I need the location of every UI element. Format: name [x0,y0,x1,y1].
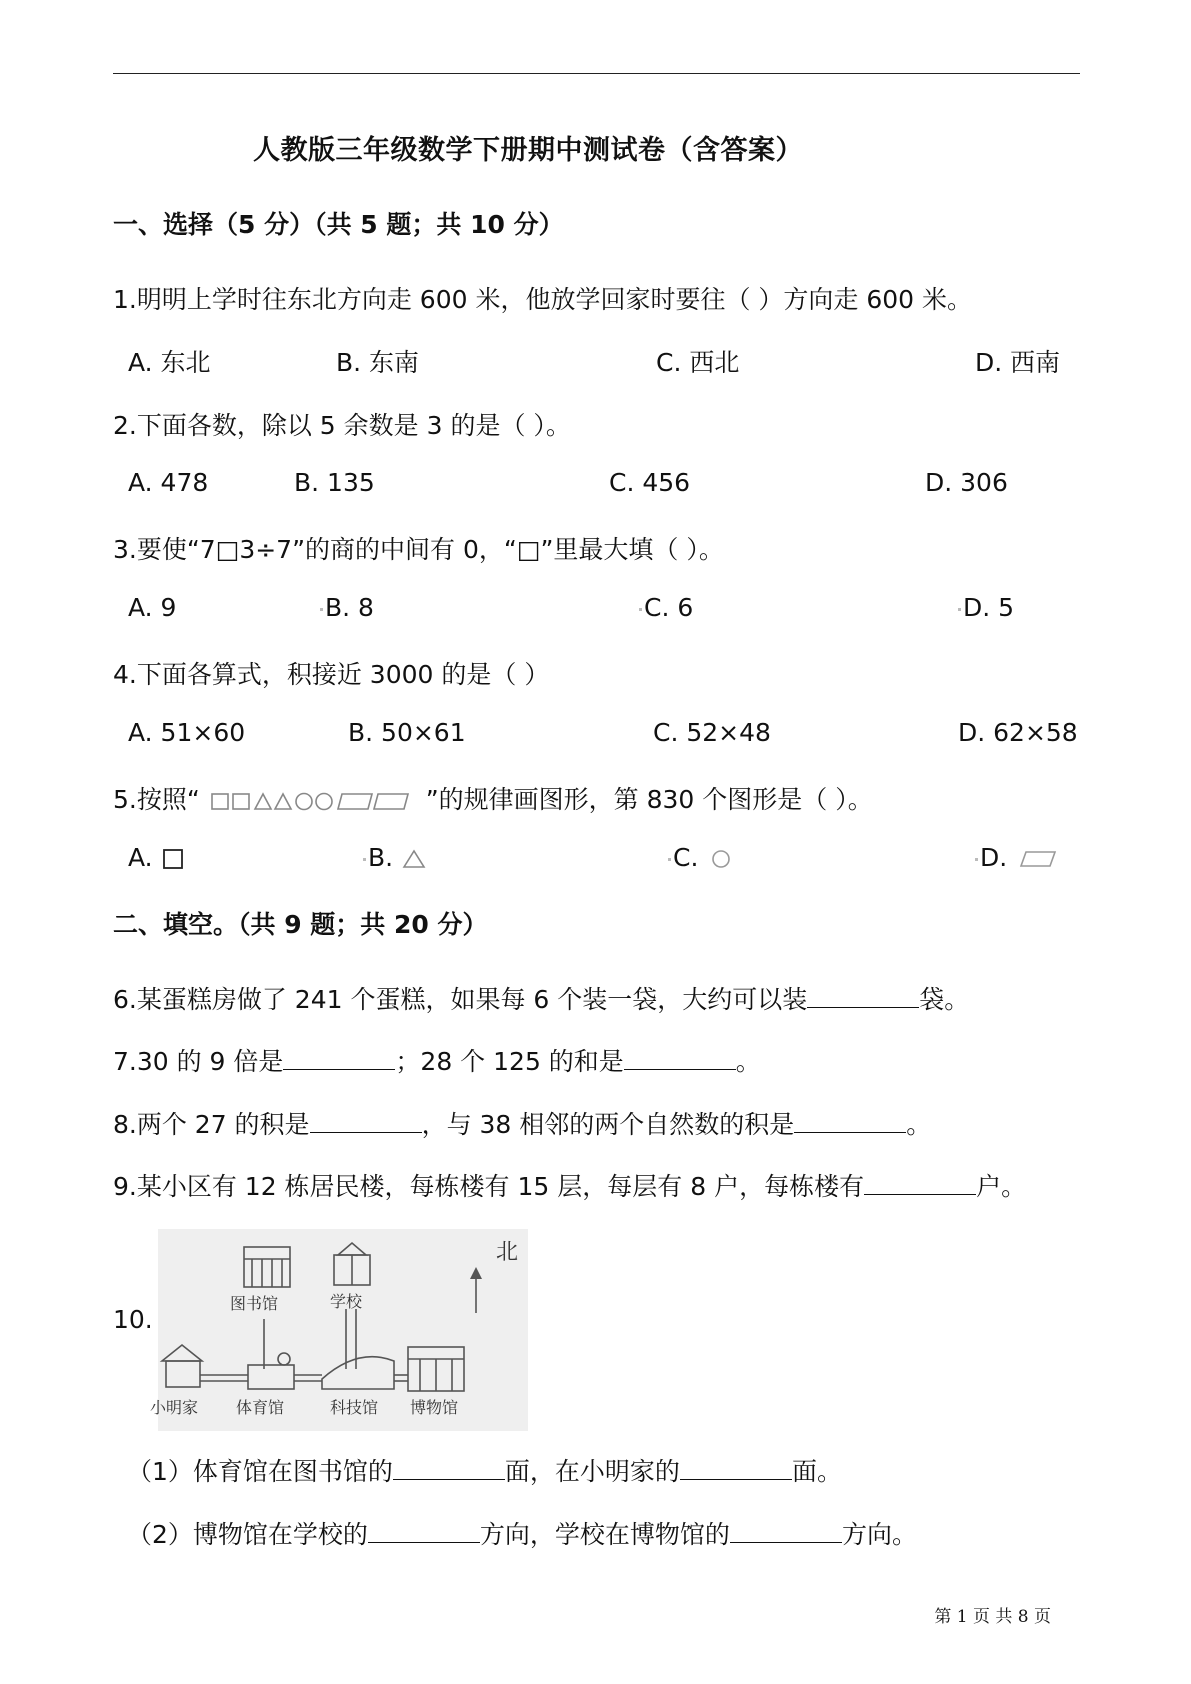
direction-map-image [150,1229,528,1431]
question-3-text: 3.要使“7□3÷7”的商的中间有 0，“□”里最大填（ ）。 [113,535,724,564]
answer-blank[interactable] [680,1459,792,1480]
map-gym-label: 体育馆 [236,1398,285,1417]
question-10-1-middle: 面，在小明家的 [504,1457,680,1486]
question-1-option-d[interactable]: D. 西南 [975,348,1061,377]
question-3-option-c-label: C. 6 [644,593,694,622]
question-5-suffix: ”的规律画图形，第 830 个图形是（ ）。 [425,785,873,814]
question-5-option-b-label: B. [368,843,394,872]
question-1-option-a[interactable]: A. 东北 [128,348,211,377]
question-10-part-2 [127,1515,917,1551]
square-icon [161,847,185,871]
triangle-icon [401,848,427,870]
question-5-option-d[interactable] [975,843,1059,872]
question-10-1-text: （1）体育馆在图书馆的 [127,1457,393,1486]
question-10-1-suffix: 面。 [791,1457,842,1486]
question-3-option-b-label: B. 8 [325,593,374,622]
scan-dot [975,858,978,861]
map-library-label: 图书馆 [230,1294,279,1313]
map-north-label: 北 [496,1240,519,1265]
question-4-option-c[interactable]: C. 52×48 [653,718,771,747]
section-1-heading: 一、选择（5 分）（共 5 题；共 10 分） [113,210,564,239]
question-5-option-a-label: A. [128,843,153,872]
answer-blank[interactable] [368,1522,480,1543]
question-6-text: 6.某蛋糕房做了 241 个蛋糕，如果每 6 个装一袋，大约可以装 [113,985,808,1014]
question-5-option-c[interactable] [668,843,736,872]
question-5-prefix: 5.按照“ [113,785,200,814]
question-4-option-d[interactable]: D. 62×58 [958,718,1078,747]
question-2-option-b[interactable]: B. 135 [294,468,375,497]
question-5-option-d-label: D. [980,843,1008,872]
scan-dot [363,858,366,861]
question-10-part-1 [127,1452,842,1488]
answer-blank[interactable] [283,1049,395,1070]
answer-blank[interactable] [393,1459,505,1480]
question-5-option-a[interactable] [128,843,185,872]
answer-blank[interactable] [864,1174,976,1195]
question-9 [113,1167,1026,1203]
map-home-label: 小明家 [150,1398,199,1417]
question-2-text: 2.下面各数，除以 5 余数是 3 的是（ ）。 [113,411,571,440]
answer-blank[interactable] [310,1112,422,1133]
question-6-suffix: 袋。 [919,985,970,1014]
question-8-text: 8.两个 27 的积是 [113,1110,310,1139]
answer-blank[interactable] [807,987,919,1008]
map-museum-label: 博物馆 [410,1398,459,1417]
header-rule [113,73,1080,74]
map-school-label: 学校 [330,1292,363,1311]
shape-sequence-icon [208,788,418,814]
question-4-text: 4.下面各算式，积接近 3000 的是（ ） [113,660,550,689]
page-number: 第 1 页 共 8 页 [934,1607,1051,1627]
question-8 [113,1105,931,1141]
question-5-text [113,780,873,816]
question-3-option-c[interactable] [639,593,693,622]
scan-dot [320,608,323,611]
scan-dot [639,608,642,611]
question-7-text: 7.30 的 9 倍是 [113,1047,284,1076]
question-8-suffix: 。 [906,1110,932,1139]
question-2-option-d[interactable]: D. 306 [925,468,1008,497]
question-3-option-b[interactable] [320,593,374,622]
question-3-option-a[interactable]: A. 9 [128,593,177,622]
question-1-text: 1.明明上学时往东北方向走 600 米，他放学回家时要往（ ）方向走 600 米。 [113,285,973,314]
question-9-suffix: 户。 [976,1172,1027,1201]
scan-dot [958,608,961,611]
question-6 [113,980,969,1016]
parallelogram-icon [1015,848,1059,870]
question-10-2-suffix: 方向。 [841,1520,917,1549]
question-7-middle: ；28 个 125 的和是 [395,1047,624,1076]
question-10-2-text: （2）博物馆在学校的 [127,1520,368,1549]
question-1-option-c[interactable]: C. 西北 [656,348,740,377]
question-8-middle: ，与 38 相邻的两个自然数的积是 [421,1110,795,1139]
answer-blank[interactable] [730,1522,842,1543]
answer-blank[interactable] [624,1049,736,1070]
question-9-text: 9.某小区有 12 栋居民楼，每栋楼有 15 层，每层有 8 户，每栋楼有 [113,1172,865,1201]
scan-dot [668,858,671,861]
circle-icon [706,847,736,871]
question-4-option-a[interactable]: A. 51×60 [128,718,246,747]
question-10-2-middle: 方向，学校在博物馆的 [479,1520,730,1549]
section-2-heading: 二、填空。（共 9 题；共 20 分） [113,910,488,939]
map-science-label: 科技馆 [330,1398,379,1417]
question-1-option-b[interactable]: B. 东南 [336,348,420,377]
question-3-option-d-label: D. 5 [963,593,1015,622]
question-10-number: 10. [113,1305,153,1334]
question-3-option-d[interactable] [958,593,1014,622]
page-title: 人教版三年级数学下册期中测试卷（含答案） [253,135,803,166]
question-7 [113,1042,761,1078]
question-7-suffix: 。 [735,1047,761,1076]
question-5-option-c-label: C. [673,843,699,872]
question-2-option-c[interactable]: C. 456 [609,468,691,497]
question-4-option-b[interactable]: B. 50×61 [348,718,466,747]
question-5-option-b[interactable] [363,843,427,872]
answer-blank[interactable] [794,1112,906,1133]
question-2-option-a[interactable]: A. 478 [128,468,209,497]
